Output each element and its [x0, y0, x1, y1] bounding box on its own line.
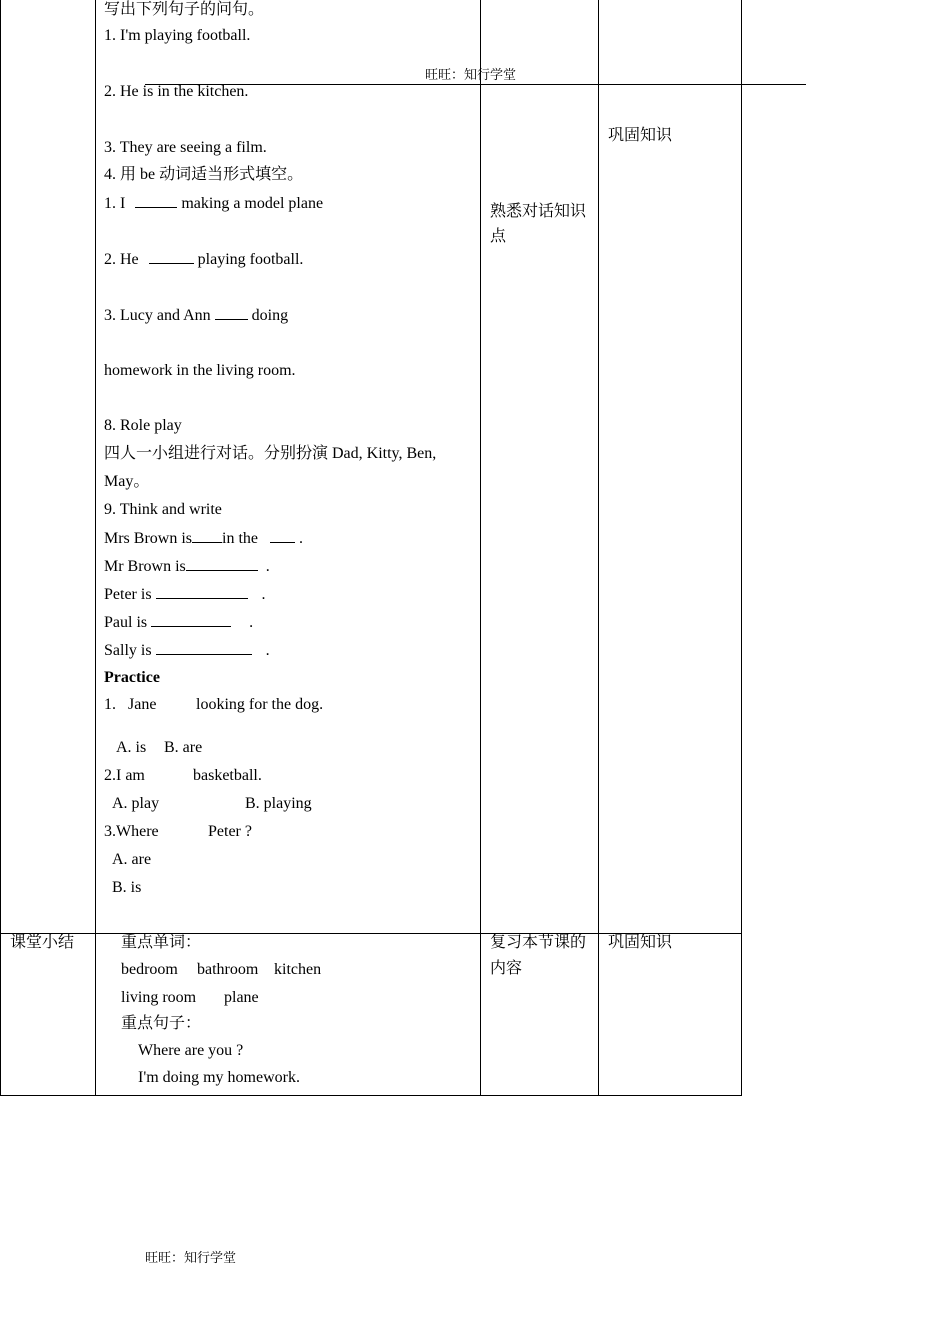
think-write-text: .: [265, 642, 270, 659]
practice-q2-rest: basketball.: [193, 767, 262, 784]
summary-design-line-1: 复习本节课的: [490, 934, 587, 951]
sentence-2: 2. He is in the kitchen.: [104, 83, 249, 100]
practice-q2-option-b: B. playing: [245, 795, 312, 812]
header-text: 旺旺：知行学堂: [425, 67, 517, 82]
practice-q1-number: 1.: [104, 696, 116, 713]
table-border-right: [741, 0, 742, 1096]
fill-item-1: [104, 193, 323, 214]
table-border-left: [0, 0, 1, 1096]
fill-item-3-text: doing: [251, 307, 289, 324]
think-write-line-5: [104, 640, 270, 661]
practice-q1-rest: looking for the dog.: [196, 696, 324, 713]
fill-item-3: [104, 305, 288, 326]
fill-item-2-prefix: 2. He: [104, 251, 139, 268]
practice-q3-option-b: B. is: [112, 879, 142, 896]
practice-q1-subject: Jane: [128, 696, 157, 713]
purpose-text: 巩固知识: [608, 127, 673, 144]
fill-item-1-text: making a model plane: [181, 195, 324, 212]
think-write-text: .: [299, 530, 304, 547]
role-play-instruction-cont: May。: [104, 473, 150, 490]
blank: [192, 528, 222, 543]
be-verb-instruction: 4. 用 be 动词适当形式填空。: [104, 166, 304, 183]
blank: [149, 249, 194, 264]
think-write-line-2: [104, 556, 270, 577]
fill-item-2-text: playing football.: [197, 251, 304, 268]
blank: [156, 584, 248, 599]
design-intent-line-2: 点: [490, 228, 507, 245]
practice-q3-rest: Peter ?: [208, 823, 252, 840]
think-write-text: Peter is: [104, 586, 152, 603]
practice-q3-stem: 3.Where: [104, 823, 159, 840]
blank: [215, 305, 248, 320]
summary-purpose: 巩固知识: [608, 934, 673, 951]
table-divider-col3: [598, 0, 599, 1096]
fill-item-2: [104, 249, 303, 270]
think-write-line-1: [104, 528, 303, 549]
blank: [270, 528, 295, 543]
fill-item-1-prefix: 1. I: [104, 195, 126, 212]
practice-title: Practice: [104, 669, 160, 686]
exercise-instruction: 写出下列句子的问句。: [104, 1, 265, 18]
think-write-title: 9. Think and write: [104, 501, 222, 518]
think-write-text: Mr Brown is: [104, 558, 186, 575]
key-word: bedroom: [121, 961, 178, 978]
sentence-1: 1. I'm playing football.: [104, 27, 251, 44]
blank: [135, 193, 177, 208]
fill-item-3-continued: homework in the living room.: [104, 362, 296, 379]
think-write-text: .: [249, 614, 254, 631]
key-word: kitchen: [274, 961, 322, 978]
key-word: plane: [224, 989, 259, 1006]
think-write-text: .: [261, 586, 266, 603]
think-write-text: in the: [222, 530, 259, 547]
key-word: living room: [121, 989, 197, 1006]
summary-label: 课堂小结: [10, 934, 75, 951]
think-write-line-3: [104, 584, 266, 605]
key-words-title: 重点单词：: [121, 934, 202, 951]
think-write-line-4: [104, 612, 253, 633]
practice-q2-stem: 2.I am: [104, 767, 145, 784]
think-write-text: Mrs Brown is: [104, 530, 193, 547]
fill-item-3-prefix: 3. Lucy and Ann: [104, 307, 211, 324]
key-sentences-title: 重点句子：: [121, 1015, 202, 1032]
practice-q1-option-b: B. are: [164, 739, 203, 756]
key-sentence: Where are you ?: [138, 1042, 244, 1059]
summary-design-line-2: 内容: [490, 960, 523, 977]
sentence-3: 3. They are seeing a film.: [104, 139, 267, 156]
key-word: bathroom: [197, 961, 259, 978]
blank: [186, 556, 258, 571]
role-play-title: 8. Role play: [104, 417, 182, 434]
practice-q3-option-a: A. are: [112, 851, 152, 868]
practice-q2-option-a: A. play: [112, 795, 160, 812]
table-divider-col2: [480, 0, 481, 1096]
think-write-text: Paul is: [104, 614, 148, 631]
think-write-text: .: [265, 558, 270, 575]
think-write-text: Sally is: [104, 642, 152, 659]
table-divider-col1: [95, 0, 96, 1096]
role-play-instruction: 四人一小组进行对话。分别扮演 Dad, Kitty, Ben,: [104, 445, 437, 462]
blank: [151, 612, 231, 627]
blank: [156, 640, 252, 655]
table-border-bottom: [0, 1095, 742, 1096]
design-intent-line-1: 熟悉对话知识: [490, 203, 587, 220]
footer-text: 旺旺：知行学堂: [145, 1250, 237, 1265]
key-sentence: I'm doing my homework.: [138, 1069, 300, 1086]
practice-q1-option-a: A. is: [116, 739, 147, 756]
